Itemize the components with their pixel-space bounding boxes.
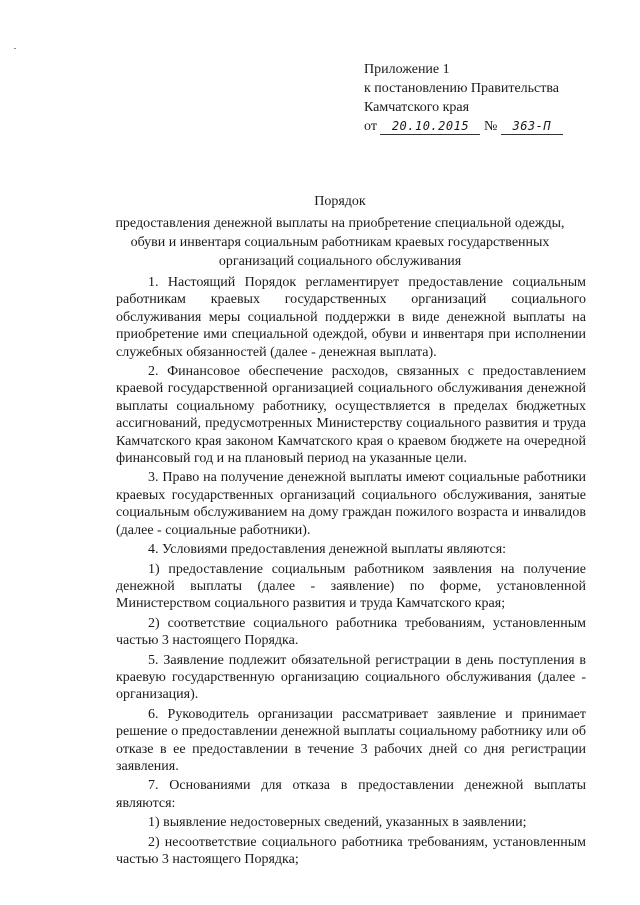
attachment-line-2: к постановлению Правительства (364, 81, 560, 96)
document-subtitle: предоставления денежной выплаты на приобретение специальной одежды, обуви и инвентаря социальным работникам краевых государственных организаций социального обслуживания (115, 216, 565, 269)
scan-mark (14, 48, 16, 49)
number-value: 363-П (512, 119, 552, 133)
document-title: Порядок (314, 194, 366, 209)
paragraph-7-item-2: 2) несоответствие социального работника требованиям, установленным частью 3 настоящего Порядка; (116, 834, 586, 867)
paragraph-4-item-1: 1) предоставление социальным работником заявления на получение денежной выплаты (далее - заявление) по форме, установленной Министерством социального развития и труда Камчатского края; (116, 561, 586, 612)
paragraph-2: 2. Финансовое обеспечение расходов, связанных с предоставлением краевой государственной организацией социального обслуживания денежной выплаты социальному работнику, осуществляется в пределах бюджетных ассигнований, предусмотренных Министерству социального развития и труда Камчатского края законом Камчатского края о краевом бюджете на очередной финансовый год и на плановый период на указанные цели. (116, 364, 586, 467)
paragraph-5: 5. Заявление подлежит обязательной регистрации в день поступления в краевую государственную организацию социального обслуживания (далее - организация). (116, 652, 586, 703)
attachment-header (364, 60, 624, 136)
paragraph-7: 7. Основаниями для отказа в предоставлении денежной выплаты являются: (116, 778, 586, 811)
document-title-block (110, 192, 570, 271)
attachment-date-line (364, 117, 624, 136)
attachment-line-1: Приложение 1 (364, 62, 450, 77)
paragraph-1: 1. Настоящий Порядок регламентирует предоставление социальным работникам краевых государственных организаций социального обслуживания меры социальной поддержки в виде денежной выплаты на приобретение ими специальной одеждой, обуви и инвентаря при исполнении служебных обязанностей (далее - денежная выплата). (116, 275, 586, 360)
paragraph-7-item-1: 1) выявление недостоверных сведений, указанных в заявлении; (148, 815, 527, 831)
number-prefix: № (483, 119, 498, 134)
document-body (116, 274, 586, 870)
date-prefix: от (364, 119, 377, 134)
date-field (380, 119, 480, 135)
paragraph-4: 4. Условиями предоставления денежной выплаты являются: (148, 542, 507, 558)
paragraph-6: 6. Руководитель организации рассматривает заявление и принимает решение о предоставлении денежной выплаты социальному работнику или об отказе в ее предоставлении в течение 3 рабочих дней со дня регистрации заявления. (116, 706, 586, 774)
paragraph-3: 3. Право на получение денежной выплаты имеют социальные работники краевых государственных организаций социального обслуживания, занятые социальным обслуживанием на дому граждан пожилого возраста и инвалидов (далее - социальные работники). (116, 470, 586, 538)
attachment-line-3: Камчатского края (364, 100, 470, 115)
number-field (501, 119, 563, 135)
paragraph-4-item-2: 2) соответствие социального работника требованиям, установленным частью 3 настоящего Порядка. (116, 615, 586, 649)
date-value: 20.10.2015 (391, 119, 470, 133)
